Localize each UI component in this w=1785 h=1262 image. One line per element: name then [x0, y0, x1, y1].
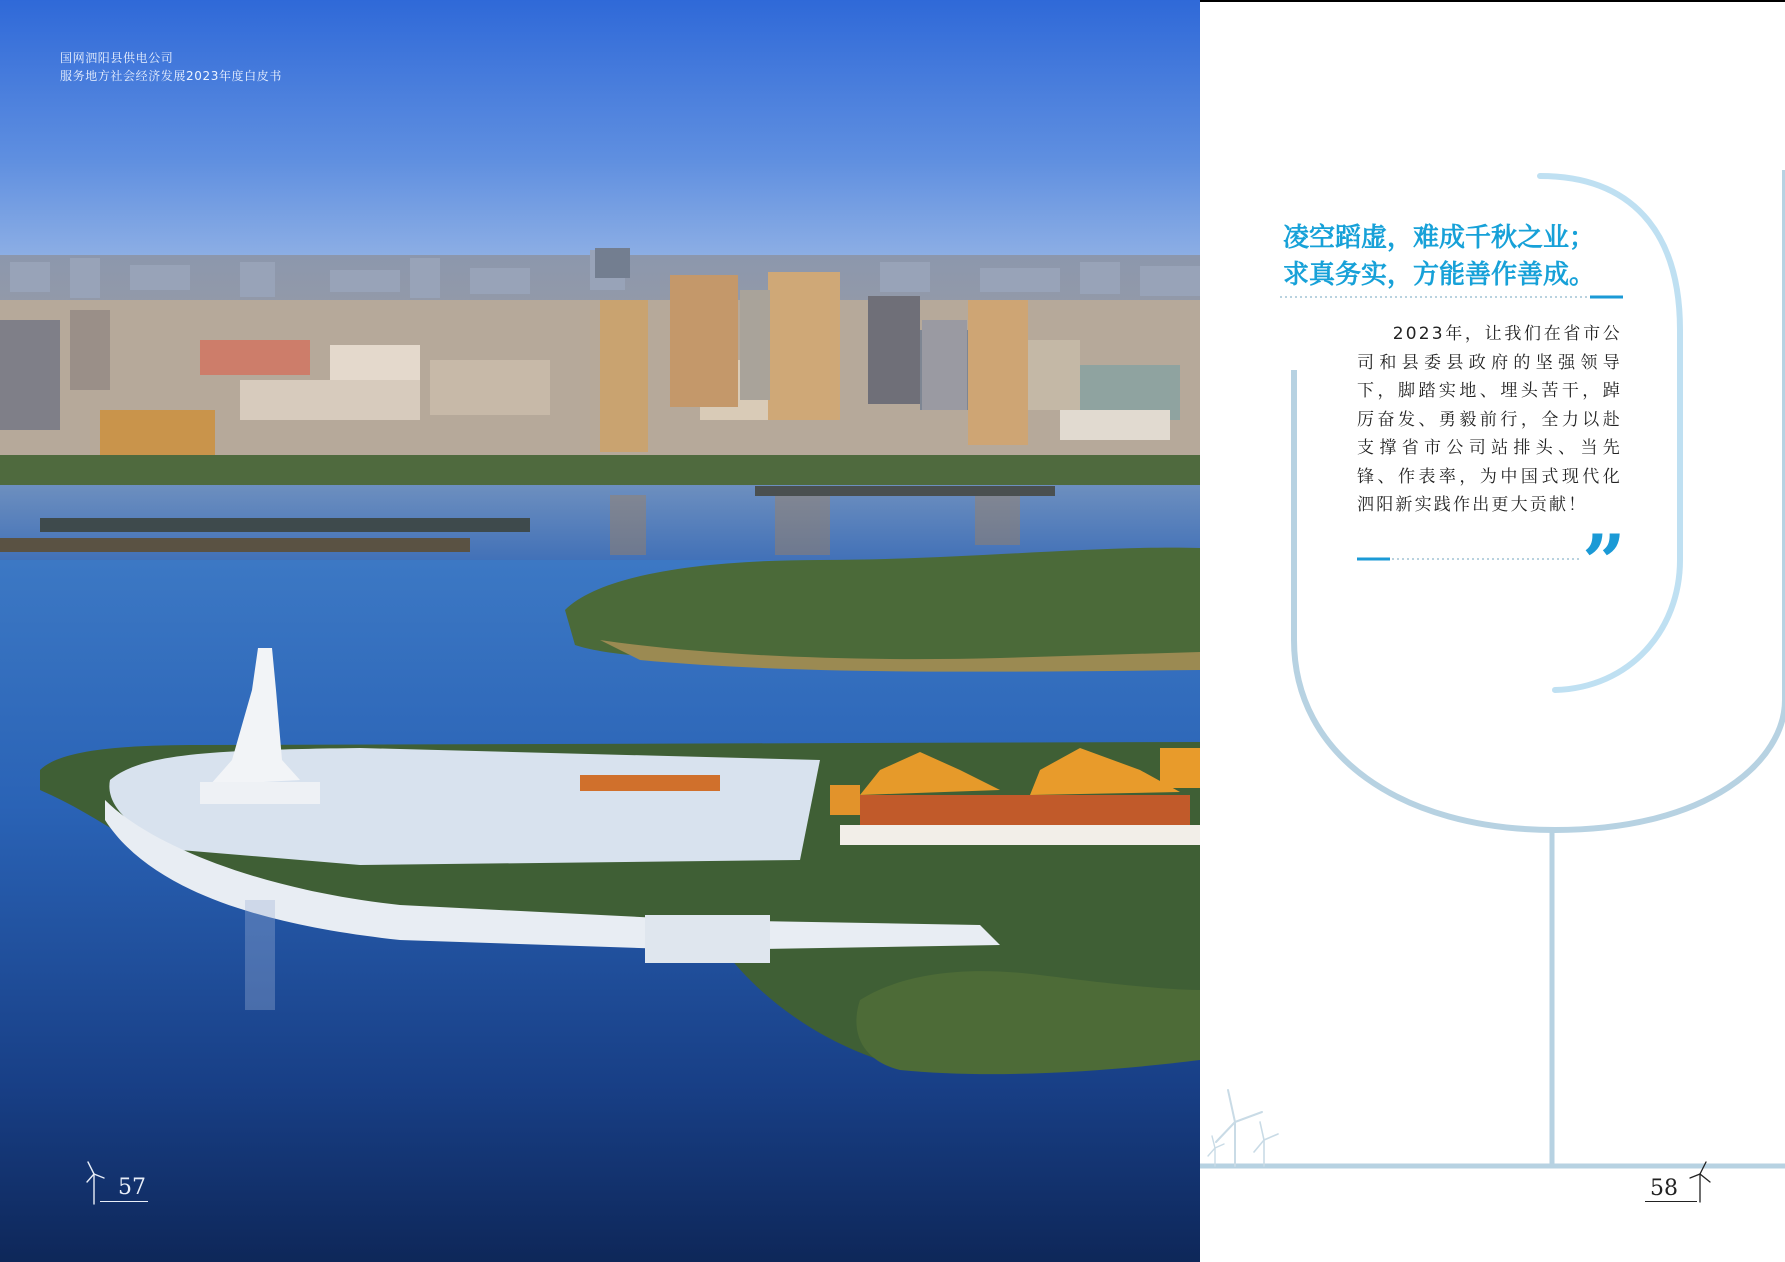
wind-turbine-icon: [1208, 1136, 1224, 1166]
wind-turbine-icon: [1688, 1160, 1718, 1204]
headline-line-2: 求真务实，方能善作善成。: [1283, 260, 1596, 290]
headline-quote: [1283, 220, 1653, 294]
headline-line-1: 凌空蹈虚，难成千秋之业；: [1283, 223, 1596, 253]
decorative-frame: [1200, 0, 1785, 1262]
wind-turbine-icon: [84, 1160, 120, 1206]
header-company: 国网泗阳县供电公司: [60, 51, 174, 65]
wind-turbine-icon: [1216, 1090, 1262, 1166]
right-page: [1200, 0, 1785, 1262]
page-number-right: 58: [1650, 1176, 1678, 1201]
header-report-title: 服务地方社会经济发展2023年度白皮书: [60, 69, 282, 83]
page-number-left: 57: [118, 1175, 146, 1200]
document-header: [60, 49, 282, 85]
wind-turbine-icon: [1254, 1122, 1278, 1166]
page-number-underline: [100, 1201, 148, 1202]
close-quote-icon: ”: [1582, 518, 1626, 607]
closing-paragraph: 2023年，让我们在省市公司和县委县政府的坚强领导下，脚踏实地、埋头苦干，踔厉奋发、勇毅前行，全力以赴支撑省市公司站排头、当先锋、作表率，为中国式现代化泗阳新实践作出更大贡献！: [1357, 324, 1622, 515]
